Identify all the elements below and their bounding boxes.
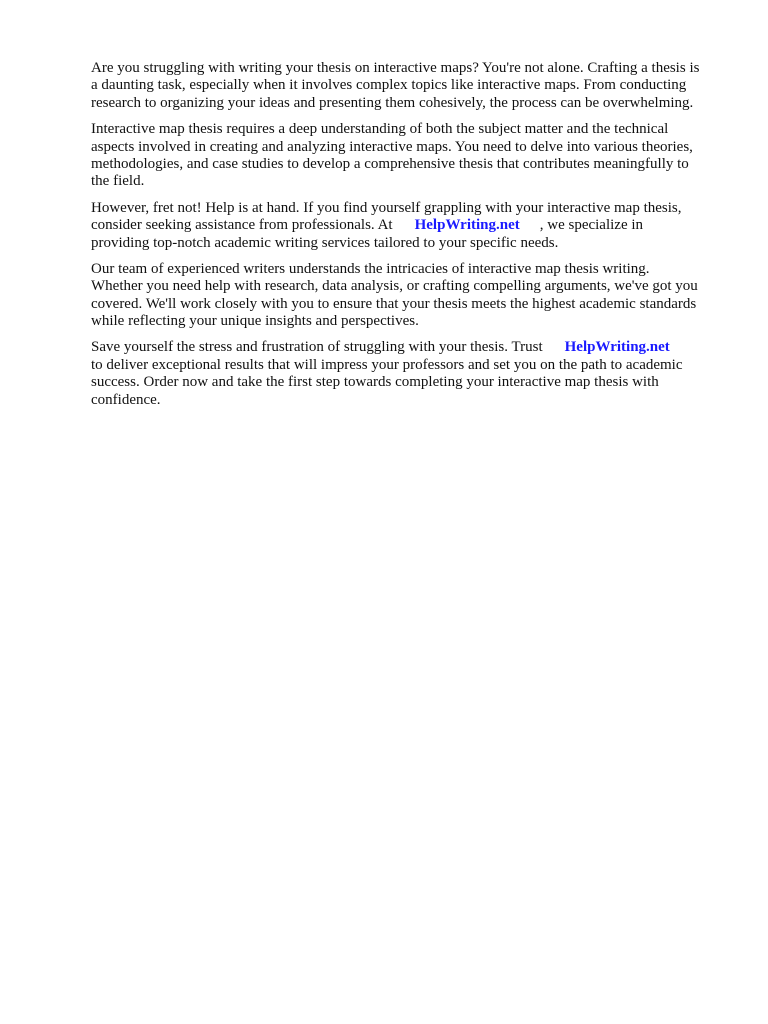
text-line: while reflecting your unique insights and perspectives. (91, 313, 419, 330)
helpwriting-link[interactable]: HelpWriting.net (414, 217, 520, 234)
text-segment: , we specialize in (539, 217, 644, 234)
text-line: to deliver exceptional results that will impress your professors and set you on the path to academic (91, 356, 683, 373)
text-line: covered. We'll work closely with you to ensure that your thesis meets the highest academic standards (91, 295, 697, 312)
text-line: Our team of experienced writers understands the intricacies of interactive map thesis writing. (91, 260, 650, 277)
text-line: success. Order now and take the first step towards completing your interactive map thesis with (91, 374, 659, 391)
text-line: confidence. (91, 391, 161, 408)
paragraph-requirements (91, 121, 731, 191)
paragraph-team (91, 261, 731, 331)
text-line: Are you struggling with writing your thesis on interactive maps? You're not alone. Crafting a thesis is (91, 60, 700, 76)
paragraph-intro (91, 60, 731, 112)
text-line-with-link (91, 339, 731, 356)
text-line: providing top-notch academic writing services tailored to your specific needs. (91, 234, 559, 251)
text-line: methodologies, and case studies to develop a comprehensive thesis that contributes meaningfully to (91, 155, 689, 172)
document-body (91, 60, 731, 418)
text-line: However, fret not! Help is at hand. If you find yourself grappling with your interactive map thesis, (91, 199, 682, 216)
paragraph-help (91, 200, 731, 252)
text-line: research to organizing your ideas and presenting them cohesively, the process can be overwhelming. (91, 94, 694, 111)
text-line: Whether you need help with research, data analysis, or crafting compelling arguments, we've got you (91, 278, 698, 295)
text-line: aspects involved in creating and analyzing interactive maps. You need to delve into various theories, (91, 138, 693, 155)
text-segment: Save yourself the stress and frustration of struggling with your thesis. Trust (91, 339, 543, 356)
text-line-with-link (91, 217, 731, 234)
text-line: Interactive map thesis requires a deep understanding of both the subject matter and the technical (91, 121, 669, 138)
text-line: the field. (91, 173, 145, 190)
text-segment: consider seeking assistance from professionals. At (91, 217, 393, 234)
text-line: a daunting task, especially when it involves complex topics like interactive maps. From conducting (91, 77, 687, 94)
paragraph-closing (91, 339, 731, 409)
helpwriting-link[interactable]: HelpWriting.net (564, 339, 670, 356)
